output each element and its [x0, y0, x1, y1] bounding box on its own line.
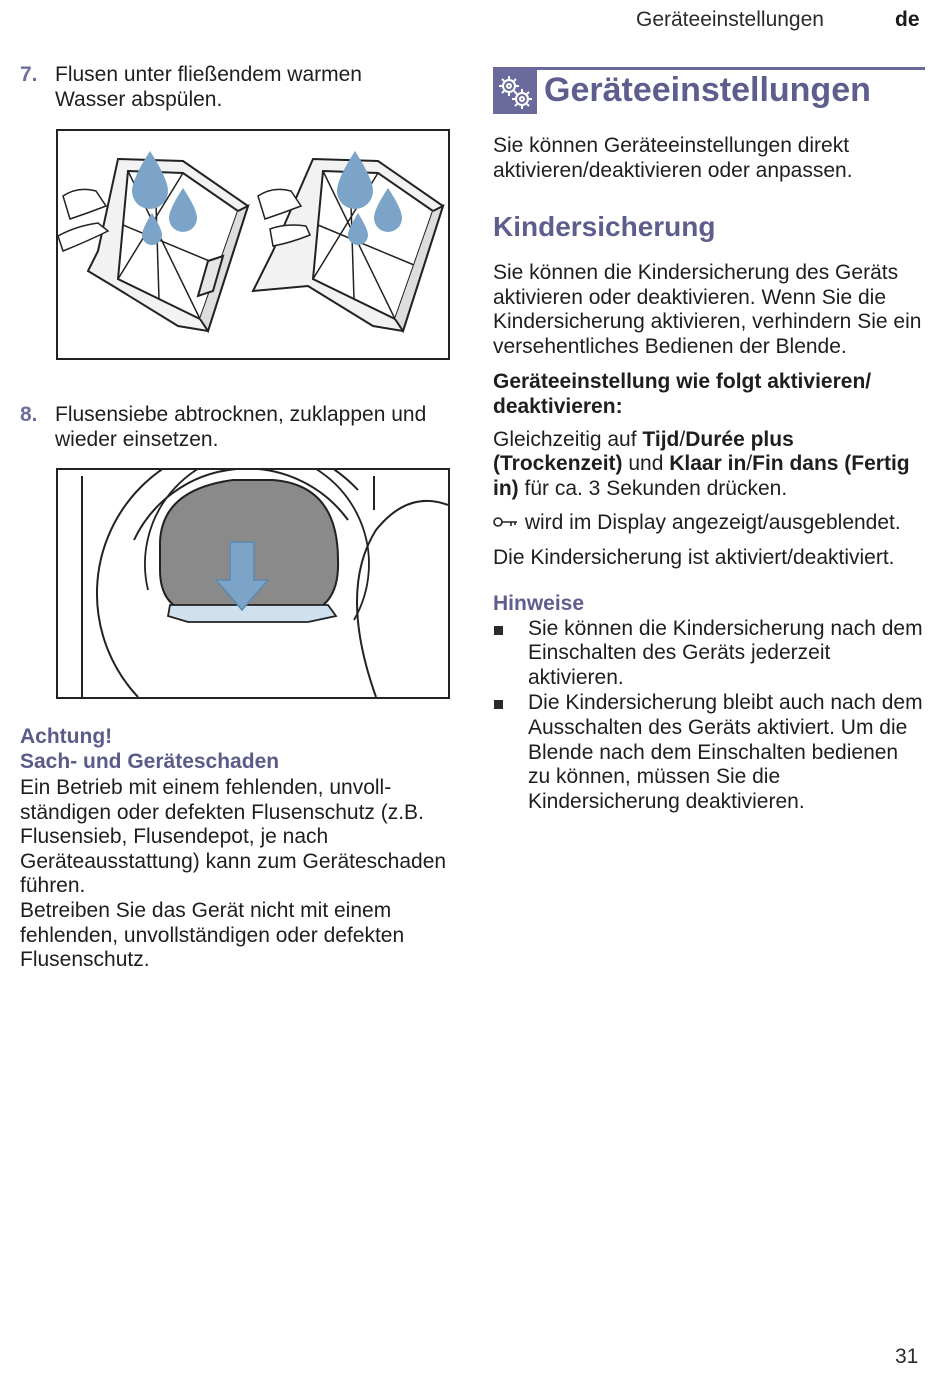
figure-rinse-filters — [56, 129, 450, 360]
procedure-title: Geräteeinstellung wie folgt aktivieren/ deaktivieren: — [493, 369, 872, 418]
instruction-text: und — [622, 452, 670, 476]
instruction-slash: / — [679, 427, 686, 451]
header-section-title: Geräteeinstellungen — [636, 8, 824, 31]
header-language: de — [895, 8, 920, 31]
warning-text-2: Betreiben Sie das Gerät nicht mit einem fehlenden, unvollständigen oder defekten Flusenschutz. — [20, 898, 405, 972]
section-title: Geräteeinstellungen — [544, 71, 871, 109]
step-number: 8. — [20, 403, 38, 426]
key-icon — [493, 510, 519, 522]
figure-insert-filter — [56, 468, 450, 699]
hint-text: Die Kindersicherung bleibt auch nach dem Ausschalten des Geräts aktiviert. Um die Blende nach dem Einschalten bedienen zu können, müssen Sie die Kindersicherung deaktivieren. — [528, 691, 923, 813]
right-column — [493, 62, 925, 815]
button-label-tijd: Tijd — [642, 427, 680, 451]
step-text: Flusen unter fließendem warmen Wasser abspülen. — [55, 63, 362, 111]
page-number: 31 — [895, 1345, 919, 1368]
warning-text-1: Ein Betrieb mit einem fehlenden, unvollständigen oder defekten Flusenschutz (z.B. Flusensieb, Flusendepot, je nach Geräteausstattung) kann zum Geräteschaden führen. — [20, 776, 447, 898]
subsection-intro: Sie können die Kindersicherung des Geräts aktivieren oder deaktivieren. Wenn Sie die Kindersicherung aktivieren, verhindern Sie ein versehentliches Bedienen der Blende. — [493, 261, 922, 358]
gears-icon — [493, 70, 537, 114]
instruction-slash: / — [746, 452, 753, 476]
step-number: 7. — [20, 63, 38, 86]
step-text: Flusensiebe abtrocknen, zuklappen und wieder einsetzen. — [55, 403, 427, 451]
step-8 — [20, 402, 450, 452]
subsection-title: Kindersicherung — [493, 211, 716, 243]
step-7 — [20, 62, 450, 112]
list-item — [493, 691, 925, 814]
display-info — [493, 510, 925, 536]
hints-list — [493, 617, 925, 815]
button-label-klaar-in: Klaar in — [669, 452, 747, 476]
list-item — [493, 617, 925, 691]
section-rule — [493, 67, 925, 70]
instruction-text: Gleichzeitig auf — [493, 427, 643, 451]
result-text: Die Kindersicherung ist aktiviert/deaktiviert. — [493, 545, 895, 569]
warning-block — [20, 724, 450, 973]
button-label-duree-plus: Durée plus (Trockenzeit) — [493, 427, 794, 476]
instruction — [493, 428, 925, 502]
section-intro: Sie können Geräteeinstellungen direkt aktivieren/deaktivieren oder anpassen. — [493, 134, 853, 182]
warning-title: Achtung! — [20, 725, 113, 748]
instruction-text: für ca. 3 Sekunden drücken. — [518, 476, 788, 500]
hint-text: Sie können die Kindersicherung nach dem Einschalten des Geräts jederzeit aktivieren. — [528, 616, 923, 689]
left-column — [20, 62, 450, 973]
rinse-illustration — [58, 131, 448, 358]
bullet-square-icon — [494, 700, 503, 709]
insert-filter-illustration — [58, 470, 448, 697]
hints-title: Hinweise — [493, 591, 585, 615]
display-info-text: wird im Display angezeigt/ausgeblendet. — [519, 511, 901, 535]
warning-subtitle: Sach- und Geräteschaden — [20, 750, 280, 773]
button-label-fin-dans: Fin dans (Fertig in) — [493, 452, 910, 500]
filter-slot — [168, 605, 336, 622]
section-heading — [493, 62, 925, 108]
bullet-square-icon — [494, 626, 503, 635]
